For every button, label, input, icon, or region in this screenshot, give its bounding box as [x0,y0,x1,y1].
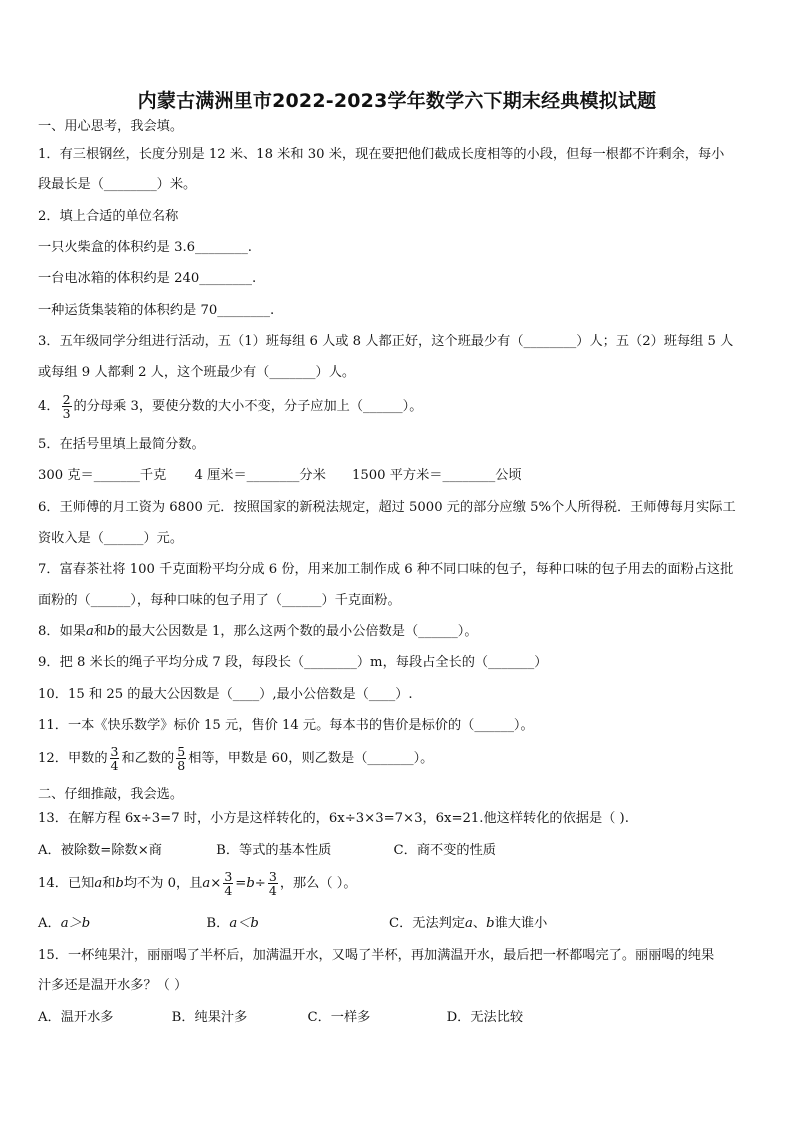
question-15-line-2: 汁多还是温开水多？（ ） [38,978,188,993]
fraction-denominator: 3 [62,406,71,421]
option-c [389,916,547,931]
variable-a: a [202,876,211,891]
variable-a: a [85,624,94,639]
option-a-label: A． [38,916,61,931]
question-14-options [38,915,547,933]
option-b-expression: a＜b [229,916,259,931]
question-7-line-2: 面粉的（______），每种口味的包子用了（______）千克面粉。 [38,593,401,608]
fraction [176,745,186,772]
question-2-heading: 2．填上合适的单位名称 [38,209,179,224]
option-a-expression: a＞b [60,916,91,931]
question-2-item-b: 一台电冰箱的体积约是 240________. [38,271,257,286]
question-11: 11．一本《快乐数学》标价 15 元，售价 14 元。每本书的售价是标价的（______）。 [38,718,534,733]
question-3-line-1: 3．五年级同学分组进行活动，五（1）班每组 6 人或 8 人都正好，这个班最少有（________）人；五（2）班每组 5 人 [38,334,734,349]
fraction-numerator: 5 [177,744,186,759]
question-10: 10．15 和 25 的最大公因数是（____）,最小公倍数是（____）. [38,687,413,702]
question-6-line-2: 资收入是（______）元。 [38,531,184,546]
option-a: A．温开水多 [38,1010,114,1025]
fraction-denominator: 4 [224,883,233,898]
option-b [206,916,258,931]
fraction-numerator: 2 [62,392,71,407]
question-12-prefix: 12．甲数的 [38,751,108,766]
question-12-mid: 和乙数的 [121,751,175,766]
variable-b: b [246,876,255,891]
question-5-item-c: 1500 平方米＝________公顷 [351,468,522,483]
question-14-condition: 均不为 0，且 [123,876,203,891]
question-1-line-2: 段最长是（________）米。 [38,177,197,192]
question-13-options [38,842,496,860]
question-15-options [38,1009,523,1027]
variable-a: a [465,916,473,931]
variable-b: b [115,876,124,891]
question-5-heading: 5．在括号里填上最简分数。 [38,437,205,452]
option-b: B．纯果汁多 [171,1010,248,1025]
equals-sign: = [235,876,247,891]
fraction-numerator: 3 [110,744,119,759]
section-heading-fill-in: 一、用心思考，我会填。 [38,119,184,134]
variable-a: a [94,876,103,891]
option-a [38,916,90,931]
times-sign: × [210,876,222,891]
question-4-text: 的分母乘 3，要使分数的大小不变，分子应加上（______）。 [73,399,423,414]
fraction-denominator: 4 [110,758,119,773]
question-12 [38,745,433,772]
fraction [223,870,233,897]
question-8-prefix: 8．如果 [38,624,86,639]
question-4 [38,393,422,420]
question-5-item-a: 300 克＝_______千克 [38,468,167,483]
fraction-numerator: 3 [268,869,277,884]
question-7-line-1: 7．富春茶社将 100 千克面粉平均分成 6 份，用来加工制作成 6 种不同口味的包子，每种口味的包子用去的面粉占这批 [38,562,734,577]
question-14-text: ，那么（ ）。 [279,876,357,891]
fraction [268,870,278,897]
option-c-label: C．无法判定 [389,916,466,931]
question-9: 9．把 8 米长的绳子平均分成 7 段，每段长（________）m，每段占全长的（_______） [38,655,548,670]
option-c: C．商不变的性质 [393,843,496,858]
option-b-label: B． [206,916,230,931]
question-8-and: 和 [93,624,108,639]
option-d: D．无法比较 [446,1010,524,1025]
question-5-item-b: 4 厘米＝________分米 [194,468,326,483]
option-b: B．等式的基本性质 [216,843,332,858]
fraction-denominator: 4 [268,883,277,898]
question-2-item-a: 一只火柴盒的体积约是 3.6________. [38,240,252,255]
separator: 、 [472,916,487,931]
question-2-item-c: 一种运货集装箱的体积约是 70________. [38,303,275,318]
question-4-number: 4． [38,399,60,414]
question-14-stem [38,870,357,897]
option-c: C．一样多 [307,1010,371,1025]
fraction-numerator: 3 [224,869,233,884]
section-heading-choice: 二、仔细推敲，我会选。 [38,787,184,802]
question-8 [38,623,478,641]
variable-b: b [486,916,495,931]
fraction [110,745,120,772]
variable-b: b [107,624,116,639]
question-5-items [38,467,522,485]
question-14-prefix: 14．已知 [38,876,95,891]
question-3-line-2: 或每组 9 人都剩 2 人，这个班最少有（_______）人。 [38,365,356,380]
question-14-and: 和 [102,876,116,891]
option-c-text: 谁大谁小 [494,916,548,931]
option-a: A．被除数=除数×商 [38,843,162,858]
fraction-denominator: 8 [177,758,186,773]
question-13-stem: 13．在解方程 6x÷3=7 时，小方是这样转化的，6x÷3×3=7×3，6x=21.他这样转化的依据是（ ). [38,811,629,826]
fraction [62,393,72,420]
page-title: 内蒙古满洲里市2022-2023学年数学六下期末经典模拟试题 [137,90,657,112]
question-12-text: 相等，甲数是 60，则乙数是（_______）。 [188,751,434,766]
question-1-line-1: 1．有三根钢丝，长度分别是 12 米、18 米和 30 米，现在要把他们截成长度相等的小段，但每一根都不许剩余，每小 [38,147,725,162]
question-6-line-1: 6．王师傅的月工资为 6800 元．按照国家的新税法规定，超过 5000 元的部分应缴 5%个人所得税．王师傅每月实际工 [38,500,736,515]
question-15-line-1: 15．一杯纯果汁，丽丽喝了半杯后，加满温开水，又喝了半杯，再加满温开水，最后把一杯都喝完了。丽丽喝的纯果 [38,948,715,963]
division-sign: ÷ [254,876,266,891]
question-8-text: 的最大公因数是 1，那么这两个数的最小公倍数是（______）。 [115,624,478,639]
